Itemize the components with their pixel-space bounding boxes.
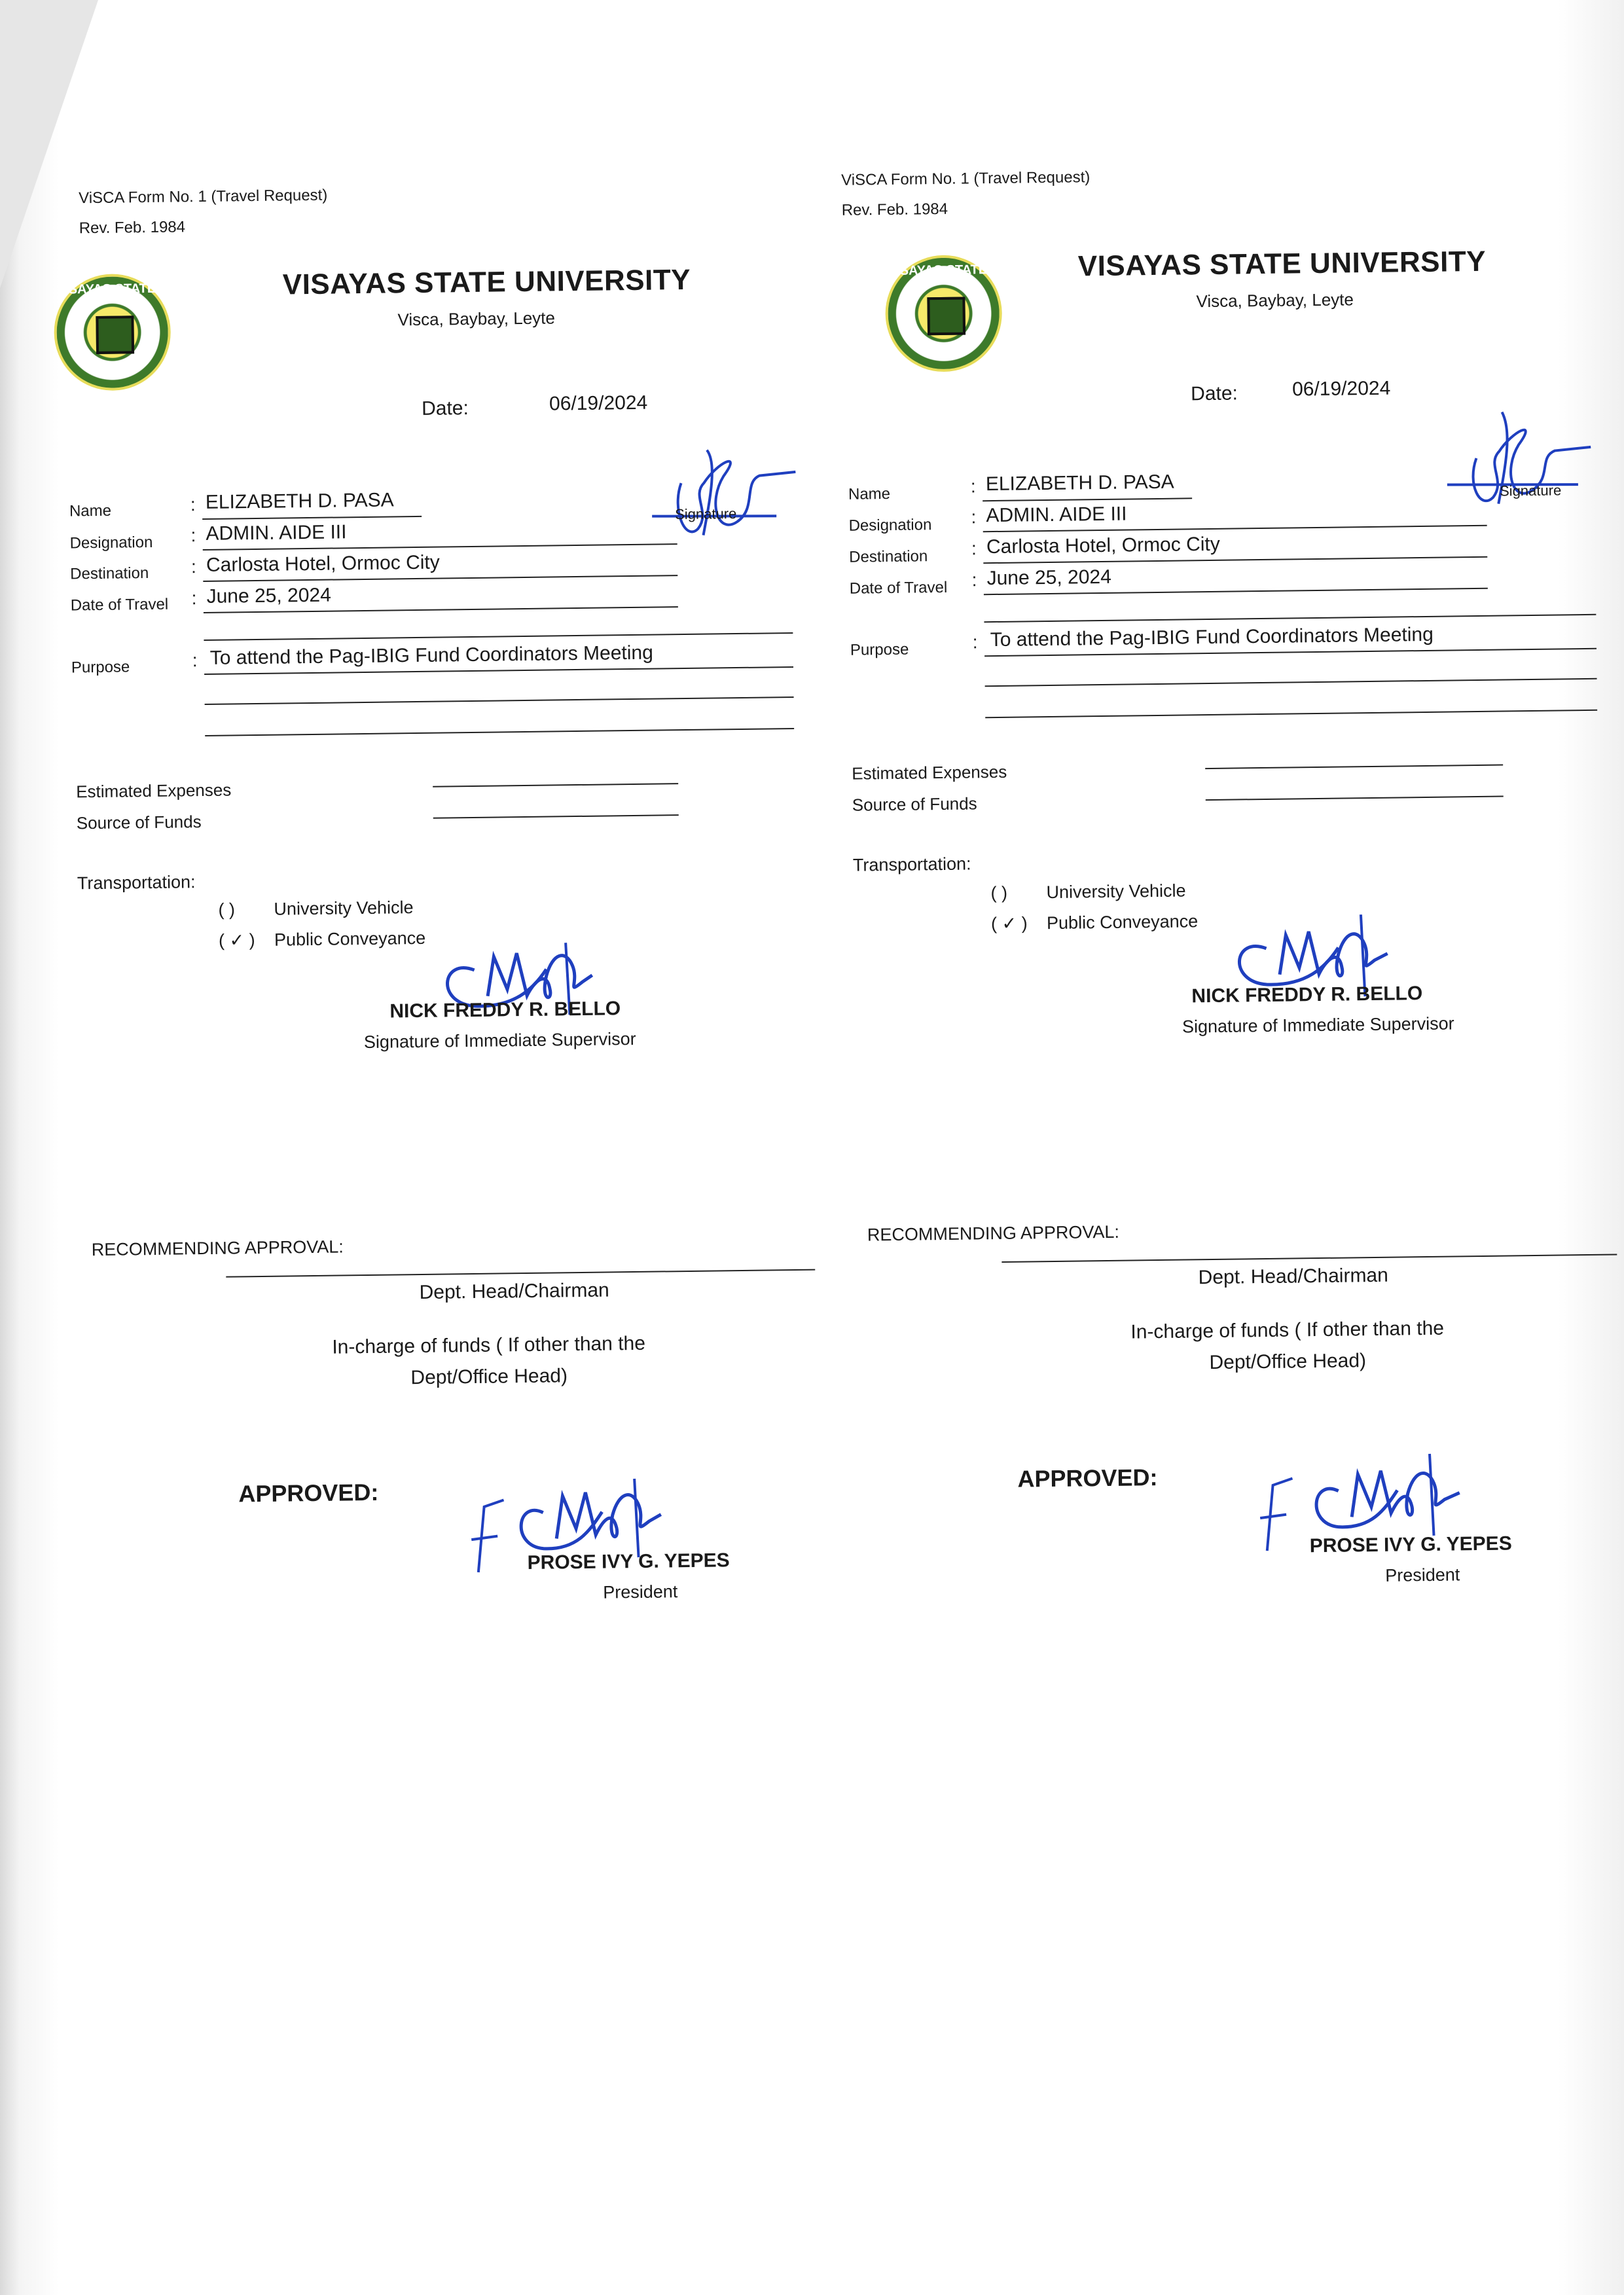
source-of-funds-label: Source of Funds: [852, 793, 977, 815]
incharge-of-funds: [1104, 1312, 1471, 1380]
name-underline: [983, 497, 1192, 501]
name-value: ELIZABETH D. PASA: [985, 471, 1174, 496]
date-of-travel-label: Date of Travel: [849, 578, 948, 598]
date-value: 06/19/2024: [1291, 377, 1391, 401]
source-of-funds-line: [433, 814, 679, 819]
date-of-travel-label: Date of Travel: [70, 595, 169, 615]
destination-label: Destination: [849, 547, 928, 566]
purpose-value: To attend the Pag-IBIG Fund Coordinators Meeting: [209, 642, 653, 669]
dept-head-label: Dept. Head/Chairman: [419, 1279, 609, 1304]
estimated-expenses-label: Estimated Expenses: [76, 780, 232, 802]
designation-colon: :: [971, 507, 977, 528]
name-underline: [202, 516, 422, 520]
destination-value: Carlosta Hotel, Ormoc City: [986, 533, 1220, 558]
name-value: ELIZABETH D. PASA: [205, 489, 394, 513]
designation-label: Designation: [69, 533, 153, 552]
date-of-travel-value: June 25, 2024: [206, 584, 331, 607]
designation-label: Designation: [848, 516, 932, 535]
purpose-underline-2: [205, 696, 794, 705]
supervisor-name: NICK FREDDY R. BELLO: [389, 998, 621, 1022]
form-revision: Rev. Feb. 1984: [79, 218, 186, 238]
purpose-colon: :: [192, 650, 198, 671]
purpose-value: To attend the Pag-IBIG Fund Coordinators Meeting: [990, 623, 1434, 651]
incharge-line-1: In-charge of funds ( If other than the: [1130, 1317, 1445, 1343]
public-conveyance-checkbox[interactable]: ( ✓ ): [218, 930, 255, 950]
university-vehicle-label: University Vehicle: [1046, 880, 1186, 903]
university-vehicle-label: University Vehicle: [274, 897, 414, 919]
recommending-approval-label: RECOMMENDING APPROVAL:: [91, 1237, 344, 1260]
president-title: President: [603, 1581, 678, 1602]
dept-head-signature-line: [226, 1269, 815, 1278]
form-revision: Rev. Feb. 1984: [841, 200, 948, 219]
university-seal-icon: [885, 255, 1070, 372]
name-colon: :: [190, 494, 196, 515]
university-vehicle-checkbox[interactable]: ( ): [218, 899, 236, 920]
president-name: PROSE IVY G. YEPES: [1309, 1532, 1512, 1557]
president-title: President: [1385, 1564, 1460, 1585]
seal-text: VISAYAS STATE UNIVERSITY: [887, 261, 1070, 278]
name-label: Name: [69, 501, 112, 520]
date-label: Date:: [1190, 382, 1238, 405]
form-number: ViSCA Form No. 1 (Travel Request): [78, 186, 328, 208]
requester-signature-icon: [1439, 405, 1598, 531]
university-seal-icon: [54, 274, 238, 391]
date-of-travel-colon: :: [191, 588, 197, 609]
date-of-travel-value: June 25, 2024: [986, 566, 1111, 590]
purpose-label: Purpose: [850, 640, 909, 659]
date-label: Date:: [421, 397, 469, 420]
supervisor-caption: Signature of Immediate Supervisor: [363, 1028, 636, 1053]
form-number: ViSCA Form No. 1 (Travel Request): [840, 168, 1091, 189]
transportation-label: Transportation:: [77, 872, 196, 894]
source-of-funds-line: [1206, 796, 1504, 801]
estimated-expenses-line: [1205, 765, 1503, 770]
seal-text: VISAYAS STATE UNIVERSITY: [56, 280, 238, 297]
date-of-travel-underline: [204, 606, 678, 613]
recommending-approval-label: RECOMMENDING APPROVAL:: [867, 1221, 1120, 1245]
supervisor-caption: Signature of Immediate Supervisor: [1182, 1013, 1454, 1037]
university-name: VISAYAS STATE UNIVERSITY: [1077, 245, 1487, 283]
destination-value: Carlosta Hotel, Ormoc City: [206, 551, 440, 576]
source-of-funds-label: Source of Funds: [76, 812, 202, 833]
destination-underline: [203, 575, 677, 582]
signature-label: Signature: [1499, 482, 1562, 499]
date-of-travel-colon: :: [971, 569, 977, 590]
university-name: VISAYAS STATE UNIVERSITY: [282, 263, 691, 301]
destination-label: Destination: [70, 564, 149, 583]
purpose-underline-3: [985, 710, 1597, 718]
name-colon: :: [970, 476, 976, 497]
estimated-expenses-line: [433, 783, 678, 787]
transportation-label: Transportation:: [852, 854, 971, 875]
public-conveyance-label: Public Conveyance: [274, 928, 426, 950]
purpose-underline-3: [205, 728, 794, 736]
designation-colon: :: [190, 525, 196, 546]
dept-head-label: Dept. Head/Chairman: [1198, 1264, 1389, 1289]
university-address: Visca, Baybay, Leyte: [1196, 289, 1354, 312]
supervisor-name: NICK FREDDY R. BELLO: [1191, 983, 1423, 1007]
dept-head-signature-line: [1001, 1254, 1617, 1262]
approved-label: APPROVED:: [1017, 1464, 1158, 1492]
incharge-line-1: In-charge of funds ( If other than the: [332, 1332, 646, 1358]
travel-request-form-right: [831, 162, 1624, 1873]
designation-value: ADMIN. AIDE III: [206, 521, 347, 545]
public-conveyance-label: Public Conveyance: [1046, 911, 1199, 933]
date-value: 06/19/2024: [549, 391, 648, 415]
incharge-of-funds: [305, 1328, 672, 1395]
purpose-label: Purpose: [71, 658, 130, 677]
designation-value: ADMIN. AIDE III: [986, 503, 1127, 527]
purpose-underline-2: [985, 678, 1597, 687]
purpose-top-line: [204, 632, 793, 641]
name-label: Name: [848, 484, 891, 503]
destination-colon: :: [971, 538, 977, 559]
designation-underline: [203, 543, 677, 551]
public-conveyance-checkbox[interactable]: ( ✓ ): [990, 913, 1028, 934]
travel-request-form-left: [39, 180, 846, 1891]
president-name: PROSE IVY G. YEPES: [527, 1549, 730, 1574]
incharge-line-2: Dept/Office Head): [410, 1365, 568, 1389]
requester-signature-icon: [645, 436, 803, 562]
purpose-colon: :: [972, 632, 978, 653]
incharge-line-2: Dept/Office Head): [1209, 1350, 1367, 1374]
signature-label: Signature: [674, 505, 737, 523]
university-address: Visca, Baybay, Leyte: [397, 308, 556, 330]
purpose-top-line: [984, 614, 1596, 623]
approved-label: APPROVED:: [238, 1478, 379, 1508]
destination-colon: :: [190, 556, 197, 577]
university-vehicle-checkbox[interactable]: ( ): [990, 882, 1008, 903]
estimated-expenses-label: Estimated Expenses: [852, 761, 1007, 784]
